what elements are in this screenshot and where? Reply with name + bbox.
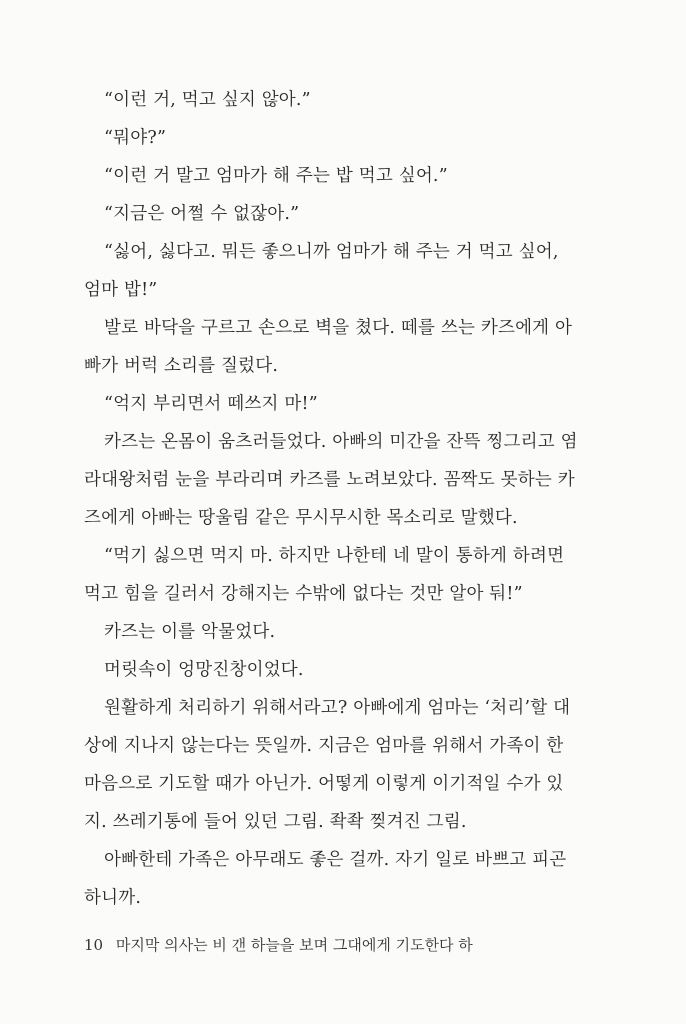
text-line: 지. 쓰레기통에 들어 있던 그림. 좍좍 찢겨진 그림.: [84, 812, 467, 832]
text-line: 원활하게 처리하기 위해서라고? 아빠에게 엄마는 ‘처리’할 대: [104, 698, 571, 718]
running-title: 마지막 의사는 비 갠 하늘을 보며 그대에게 기도한다 하: [115, 936, 473, 954]
text-line: 엄마 밥!”: [84, 280, 158, 300]
text-line: 라대왕처럼 눈을 부라리며 카즈를 노려보았다. 꼼짝도 못하는 카: [84, 470, 575, 490]
text-line: 카즈는 온몸이 움츠러들었다. 아빠의 미간을 잔뜩 찡그리고 염: [104, 432, 578, 452]
text-line: 머릿속이 엉망진창이었다.: [104, 660, 304, 680]
text-line: 먹고 힘을 길러서 강해지는 수밖에 없다는 것만 알아 둬!”: [84, 584, 523, 604]
text-line: 카즈는 이를 악물었다.: [104, 622, 276, 642]
text-line: 상에 지나지 않는다는 뜻일까. 지금은 엄마를 위해서 가족이 한: [84, 736, 564, 756]
text-line: “이런 거 말고 엄마가 해 주는 밥 먹고 싶어.”: [104, 166, 448, 186]
page-number: 10: [84, 936, 104, 954]
text-line: 마음으로 기도할 때가 아닌가. 어떻게 이렇게 이기적일 수가 있: [84, 774, 564, 794]
text-line: “싫어, 싫다고. 뭐든 좋으니까 엄마가 해 주는 거 먹고 싶어,: [104, 242, 559, 262]
text-line: 즈에게 아빠는 땅울림 같은 무시무시한 목소리로 말했다.: [84, 508, 518, 528]
text-line: “이런 거, 먹고 싶지 않아.”: [104, 90, 311, 110]
text-line: “억지 부리면서 떼쓰지 마!”: [104, 394, 318, 414]
text-line: 빠가 버럭 소리를 질렀다.: [84, 356, 279, 376]
text-line: 하니까.: [84, 888, 142, 908]
text-line: “먹기 싫으면 먹지 마. 하지만 나한테 네 말이 통하게 하려면: [104, 546, 565, 566]
text-line: “뭐야?”: [104, 128, 167, 148]
text-line: “지금은 어쩔 수 없잖아.”: [104, 204, 300, 224]
text-line: 아빠한테 가족은 아무래도 좋은 걸까. 자기 일로 바쁘고 피곤: [104, 850, 567, 870]
page-footer: [84, 934, 644, 956]
text-line: 발로 바닥을 구르고 손으로 벽을 쳤다. 떼를 쓰는 카즈에게 아: [104, 318, 573, 338]
